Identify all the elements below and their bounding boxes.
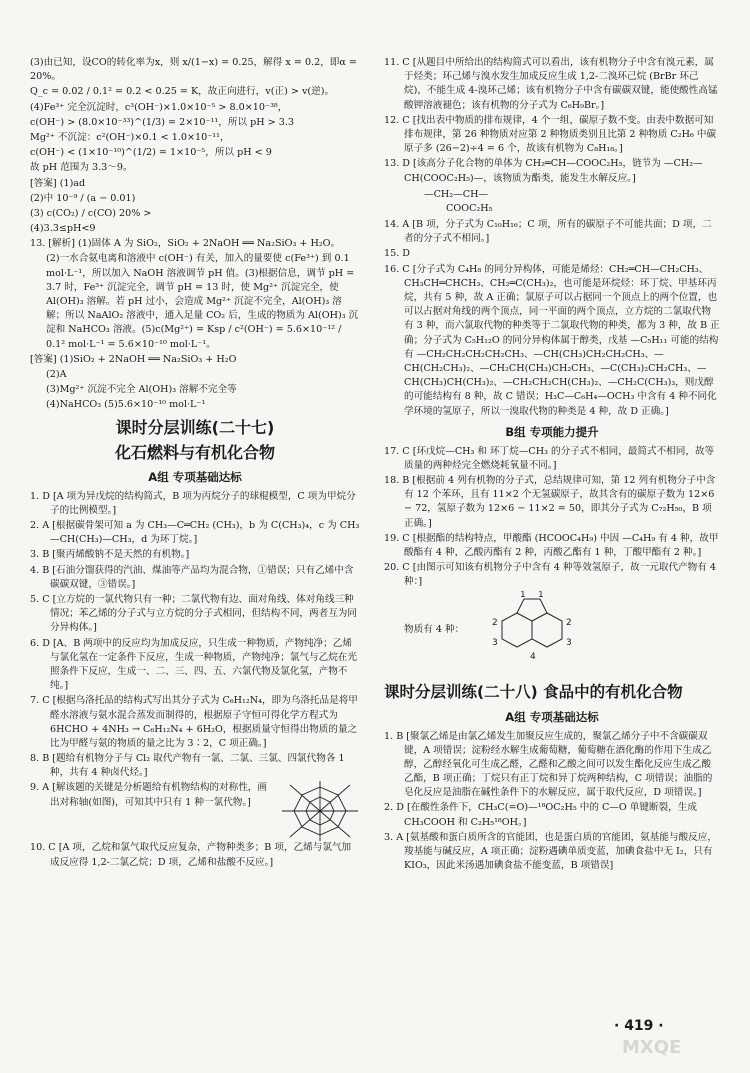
answer-label: [答案] (1)SiO₂ + 2NaOH ══ Na₂SiO₃ + H₂O xyxy=(30,353,237,365)
answer-item: 8. B [题给有机物分子与 Cl₂ 取代产物有一氯、二氯、三氯、四氯代物各 1 种，共有 4 种卤代烃。] xyxy=(30,753,345,779)
paragraph: (3)由已知，设CO的转化率为x，则 x/(1−x) = 0.25，解得 x = 0.2，即α = 20%。 xyxy=(30,57,357,83)
chain-substituent: COOC₂H₅ xyxy=(446,202,493,214)
paragraph: (3) c(CO₂) / c(CO) 20% > xyxy=(30,207,152,219)
ring-label: 1 xyxy=(520,590,526,600)
answer-item: 12. C [找出表中物质的排布规律，4 个一组，碳原子数不变。由表中数据可知排布规律，第 26 种物质对应第 2 种物质类别且比第 2 种物质 C₂H₆ 中碳原子多 (26−2)÷4 = 6 个，故该有机物为 C₈H₁₈。] xyxy=(384,114,717,155)
lesson-subtitle: 化石燃料与有机化合物 xyxy=(114,443,275,463)
answer-item: 4. B [石油分馏获得的汽油、煤油等产品均为混合物，①错误；只有乙烯中含碳碳双键，③错误。] xyxy=(30,564,354,590)
paragraph: (2)一水合氨电离和溶液中 c(OH⁻) 有关，加入的量要使 c(Fe³⁺) 到 0.1 mol·L⁻¹，所以加入 NaOH 溶液调节 pH 值。(3)根据信息，调节 pH = 3.7 时，Fe³⁺ 沉淀完全，调节 pH = 13 时，使 Mg²⁺ 沉淀完全，使 Al(OH)₃ 溶解。若 pH 过小，会造成 Mg²⁺ 沉淀不完全，Al(OH)₃ 溶解；所以 NaAlO₂ 溶液中，通入足量 CO₂ 后，生成的物质为 Al(OH)₃ 沉淀和 NaHCO₃ 溶液。(5)c(Mg²⁺) = Ksp / c²(OH⁻) = 5.6×10⁻¹² / 0.1² mol·L⁻¹ = 5.6×10⁻¹⁰ mol·L⁻¹。 xyxy=(46,253,359,350)
answer-item: 18. B [根据前 4 列有机物的分子式，总结规律可知，第 12 列有机物分子中含有 12 个苯环，且有 11×2 个无氢碳原子，故其含有的碳原子数为 12×6 − 72，氢原子数为 12×6 − 11×2 = 50，即其分子式为 C₇₂H₅₀，B 项正确。] xyxy=(384,475,716,529)
answer-item: 15. D xyxy=(384,248,410,260)
paragraph: (4)3.3≤pH<9 xyxy=(30,223,96,235)
polymer-chain-figure xyxy=(384,188,720,216)
answer-item: 14. A [B 项，分子式为 C₁₀H₁₆；C 项，所有的碳原子不可能共面；D 项，二者的分子式不相同。] xyxy=(384,219,712,245)
answer-item: 17. C [环戊烷—CH₃ 和 环丁烷—CH₃ 的分子式不相同，最简式不相同，故等质量的两种烃完全燃烧耗氧量不同。] xyxy=(384,445,715,471)
answer-item: 9. A [解该题的关键是分析题给有机物结构的对称性，画出对称轴(如图)，可知其中只有 1 种一氯代物。] xyxy=(30,782,267,808)
paragraph: (4)NaHCO₃ (5)5.6×10⁻¹⁰ mol·L⁻¹ xyxy=(46,399,206,411)
answer-label: [答案] (1)ad xyxy=(30,177,86,189)
answer-item: 3. B [聚丙烯酸钠不是天然的有机物。] xyxy=(30,549,190,561)
ring-label: 3 xyxy=(492,637,498,648)
answer-item: 2. D [在酸性条件下，CH₃C(=O)—¹⁸OC₂H₅ 中的 C—O 单键断裂，生成 CH₃COOH 和 C₂H₅¹⁸OH。] xyxy=(384,802,697,828)
answer-item: 11. C [从题目中所给出的结构简式可以看出，该有机物分子中含有溴元素，属于烃类；环己烯与溴水发生加成反应生成 1,2-二溴环己烷 (BrBr 环己烷)，不能生成 4-溴环己烯；该有机物分子中含有碳碳双键，能使酸性高锰酸钾溶液褪色；该有机物的分子式为 C₆H₉Br。] xyxy=(384,57,718,111)
acenaphthylene-structure xyxy=(472,591,582,671)
answer-item: 7. C [根据乌洛托品的结构式写出其分子式为 C₆H₁₂N₄，即为乌洛托品是将甲醛水溶液与氨水混合蒸发而制得的，根据原子守恒可得化学方程式为 6HCHO + 4NH₃ → C₆H₁₂N₄ + 6H₂O，根据质量守恒得出物质的量之比为甲醛与氨的物质的量之比为 3∶2，C 项正确。] xyxy=(30,695,358,749)
watermark-logo xyxy=(618,1025,738,1065)
answer-item: 2. A [根据碳骨架可知 a 为 CH₃—C═CH₂ (CH₃)，b 为 C(CH₃)₄，c 为 CH₃—CH(CH₃)—CH₃，d 为环丁烷。] xyxy=(30,520,360,546)
answer-item: 10. C [A 项，乙烷和氯气取代反应复杂，产物种类多；B 项，乙烯与氯气加成反应得 1,2-二氯乙烷；D 项，乙烯和盐酸不反应。] xyxy=(30,842,352,868)
answer-item: 1. D [A 项为异戊烷的结构简式，B 项为丙烷分子的球棍模型，C 项为甲烷分子的比例模型。] xyxy=(30,490,356,516)
chain-text: —CH₂—CH— xyxy=(424,188,489,200)
structure-figure-row xyxy=(384,591,720,671)
answer-item: 5. C [立方烷的一氯代物只有一种；二氯代物有边、面对角线、体对角线三种情况；苯乙烯的分子式与立方烷的分子式相同，但结构不同，两者互为同分异构体。] xyxy=(30,594,357,634)
paragraph: Mg²⁺ 不沉淀：c²(OH⁻)×0.1 < 1.0×10⁻¹¹， xyxy=(30,131,230,143)
group-heading: B组 专项能力提升 xyxy=(505,424,599,439)
paragraph: (4)Fe³⁺ 完全沉淀时，c³(OH⁻)×1.0×10⁻⁵ > 8.0×10⁻³⁸， xyxy=(30,101,288,113)
right-column xyxy=(384,56,720,874)
answer-item: 19. C [根据酯的结构特点，甲酸酯 (HCOOC₄H₉) 中因 —C₄H₉ 有 4 种，故甲酸酯有 4 种，乙酸丙酯有 2 种，丙酸乙酯有 1 种，丁酸甲酯有 2 种。] xyxy=(384,532,719,559)
paragraph: c(OH⁻) > (8.0×10⁻³³)^(1/3) = 2×10⁻¹¹，所以 pH > 3.3 xyxy=(30,116,294,128)
answer-item: 6. D [A、B 两项中的反应均为加成反应，只生成一种物质，产物纯净；乙烯与氯化氢在一定条件下反应，生成一种物质，产物纯净；氯气与乙烷在光照条件下反应，生成一、二、三、四、五、六氯代物及氯化氢，产物不纯。] xyxy=(30,637,357,692)
ring-label: 4 xyxy=(530,651,536,662)
paragraph: Q_c = 0.02 / 0.1² = 0.2 < 0.25 = K，故正向进行，v(正) > v(逆)。 xyxy=(30,86,335,98)
answer-item: 20. C [由图示可知该有机物分子中含有 4 种等效氢原子，故一元取代产物有 4 种：] xyxy=(384,562,717,588)
paragraph: (2)中 10⁻⁹ / (a − 0.01) xyxy=(30,192,136,204)
molecule-symmetry-figure xyxy=(280,781,360,841)
answer-item: 13. D [该高分子化合物的单体为 CH₂═CH—COOC₂H₅，链节为 —CH₂—CH(COOC₂H₅)—，该物质为酯类，能发生水解反应。] xyxy=(384,158,703,184)
lesson-title: 课时分层训练(二十七) xyxy=(115,417,275,437)
answer-item: 3. A [氨基酸和蛋白质所含的官能团，也是蛋白质的官能团，氨基能与酸反应，羧基能与碱反应，A 项正确；淀粉遇碘单质变蓝，加碘食盐中无 I₂，只有 KIO₃，因此米汤遇加碘食盐不能变蓝，B 项错误] xyxy=(384,831,717,872)
page-number: · 419 · xyxy=(614,1018,664,1034)
paragraph: c(OH⁻) < (1×10⁻¹⁰)^(1/2) = 1×10⁻⁵，所以 pH < 9 xyxy=(30,147,272,159)
svg-text:MXQE: MXQE xyxy=(622,1037,682,1058)
ring-label: 2 xyxy=(566,617,572,628)
paragraph: 故 pH 范围为 3.3～9。 xyxy=(30,162,133,174)
question-13: 13. [解析] (1)固体 A 为 SiO₂，SiO₂ + 2NaOH ══ Na₂SiO₃ + H₂O。 xyxy=(30,238,341,250)
ring-label: 3 xyxy=(566,637,572,648)
lesson-title: 课时分层训练(二十八) 食品中的有机化合物 xyxy=(384,682,683,701)
left-column xyxy=(30,56,360,871)
answer-item: 1. B [聚氯乙烯是由氯乙烯发生加聚反应生成的，聚氯乙烯分子中不含碳碳双键，A 项错误；淀粉经水解生成葡萄糖，葡萄糖在酒化酶的作用下生成乙醇，乙醇经氧化可生成乙醛，乙醛和乙酸之间可以发生酯化反应生成乙酸乙酯，B 项正确；丁烷只有正丁烷和异丁烷两种结构，C 项错误；油脂的皂化反应是油脂在碱性条件下的水解反应，属于取代反应，D 项错误。] xyxy=(384,730,713,799)
group-heading: A组 专项基础达标 xyxy=(148,469,242,484)
group-heading: A组 专项基础达标 xyxy=(505,709,599,724)
ring-label: 1 xyxy=(538,590,544,600)
ring-label: 2 xyxy=(492,617,498,628)
paragraph: (3)Mg²⁺ 沉淀不完全 Al(OH)₃ 溶解不完全等 xyxy=(46,384,237,396)
paragraph: (2)A xyxy=(46,368,67,380)
figure-caption: 物质有 4 种： xyxy=(404,624,465,636)
answer-item: 16. C [分子式为 C₄H₈ 的同分异构体，可能是烯烃：CH₂═CH—CH₂CH₃、CH₃CH═CHCH₃、CH₂═C(CH₃)₂，也可能是环烷烃：环丁烷、甲基环丙烷，共有 5 种，故 A 正确；氯原子可以占据同一个顶点上的两个位置，也可以占据对角线的两个顶点，同一平面的两个顶点，立方烷的二氯取代物有 3 种，而六氯取代物的种类等于二氯取代物的种类，都为 3 种，故 B 正确；分子式为 C₅H₁₂O 的同分异构体属于醇类，戊基 —C₅H₁₁ 可能的结构有 —CH₂CH₂CH₂CH₂CH₃、—CH(CH₃)CH₂CH₂CH₃、—CH(CH₂CH₃)₂、—CH₂CH(CH₃)CH₂CH₃、—C(CH₃)₂CH₂CH₃、—CH(CH₃)CH(CH₃)₂、—CH₂CH₂CH(CH₃)₂、—CH₂C(CH₃)₃，则戊醇的可能结构有 8 种，故 C 错误；H₃C—C₆H₄—OCH₃ 中含有 4 种不同化学环境的氢原子，所以一溴取代物的种类是 4 种，故 D 正确。] xyxy=(384,263,720,417)
